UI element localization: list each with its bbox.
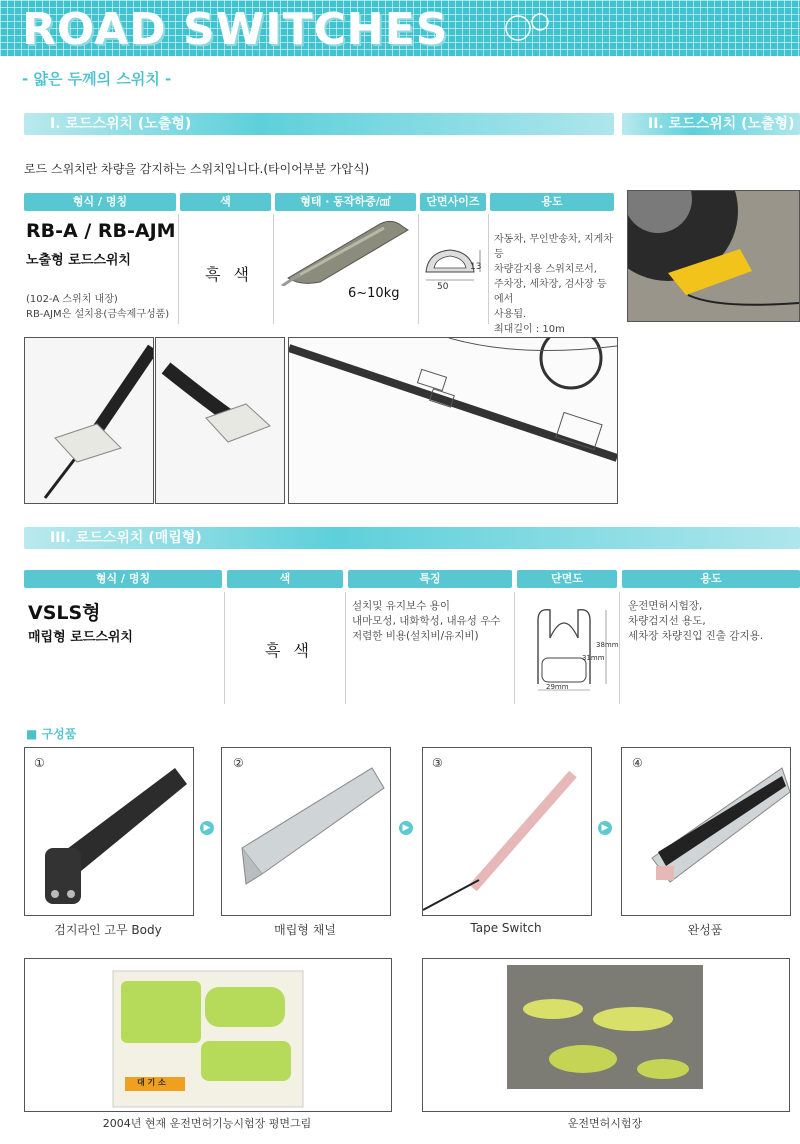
t2-usage xyxy=(628,599,763,644)
component-number-2: ② xyxy=(233,756,244,770)
installation-diagram xyxy=(288,337,618,504)
t2-dim-h2: 31mm xyxy=(582,654,605,662)
t1-note-2: RB-AJM은 설치용(금속제구성품) xyxy=(26,309,170,320)
t2-usage-line: 세차장 차량진입 진출 감지용. xyxy=(628,630,764,642)
component-number-3: ③ xyxy=(432,756,443,770)
test-site-map xyxy=(24,958,392,1112)
component-number-1: ① xyxy=(34,756,45,770)
t2-color: 흑 색 xyxy=(265,641,313,660)
t2-usage-line: 운전면허시험장, xyxy=(628,600,703,612)
page-title: ROAD SWITCHES xyxy=(22,4,449,55)
map-caption: 2004년 현재 운전면허기능시험장 평면그림 xyxy=(102,1117,312,1130)
t1-header-usage: 용도 xyxy=(490,193,614,211)
section-bar-2 xyxy=(622,113,800,135)
section-title-2: II. 로드스위치 (노출형) xyxy=(648,116,795,132)
section-bar-1 xyxy=(24,113,614,135)
section-bar-3 xyxy=(24,527,800,549)
component-photo-3 xyxy=(422,747,592,916)
component-photo-1 xyxy=(24,747,194,916)
section-title-1: I. 로드스위치 (노출형) xyxy=(50,116,192,132)
t2-dim-h1: 38mm xyxy=(596,641,619,649)
t2-model-name: VSLS형 xyxy=(28,602,101,624)
photo-caption: 운전면허시험장 xyxy=(567,1117,643,1130)
section-title-3: III. 로드스위치 (매립형) xyxy=(50,530,202,546)
circle-decoration-icon xyxy=(500,6,560,46)
t2-feature-line: 설치및 유지보수 용이 xyxy=(352,600,450,612)
t1-note-1: (102-A 스위치 내장) xyxy=(26,294,118,305)
t2-header-feature: 특징 xyxy=(348,570,512,588)
t1-load: 6~10kg xyxy=(348,286,400,301)
t2-features xyxy=(352,599,501,644)
t2-header-section: 단면도 xyxy=(517,570,617,588)
component-caption-3: Tape Switch xyxy=(470,921,542,935)
arrow-right-icon: ▶ xyxy=(598,821,612,835)
t1-header-model: 형식 / 명칭 xyxy=(24,193,176,211)
t1-usage-line: 자동차, 무인반송차, 지게차 등 xyxy=(494,234,613,260)
t1-dim-w: 50 xyxy=(437,282,449,292)
subtitle: - 얇은 두께의 스위치 - xyxy=(22,70,172,88)
component-caption-4: 완성품 xyxy=(687,923,723,937)
component-number-4: ④ xyxy=(632,756,643,770)
t1-header-form: 형태 · 동작하중/㎠ xyxy=(275,193,416,211)
t1-model-name: RB-A / RB-AJM xyxy=(26,220,176,242)
t1-usage-line: 최대길이 : 10m xyxy=(494,324,565,335)
component-caption-1: 검지라인 고무 Body xyxy=(54,923,162,937)
road-switch-shape-icon xyxy=(280,216,412,286)
component-photo-4 xyxy=(621,747,791,916)
t1-header-color: 색 xyxy=(180,193,271,211)
waiting-room-label: 대 기 소 xyxy=(137,1078,166,1087)
component-caption-2: 매립형 채널 xyxy=(274,923,336,937)
t2-model-sub: 매립형 로드스위치 xyxy=(28,630,133,645)
t2-dim-w: 29mm xyxy=(546,683,569,691)
t1-usage xyxy=(494,232,616,337)
t2-feature-line: 저렴한 비용(설치비/유지비) xyxy=(352,630,479,642)
test-site-photo xyxy=(422,958,790,1112)
t1-usage-line: 차량감지용 스위치로서, xyxy=(494,264,597,275)
component-photo-2 xyxy=(221,747,391,916)
t1-dim-h: 13 xyxy=(470,262,482,272)
t1-usage-line: 사용됨. xyxy=(494,309,527,320)
tire-photo xyxy=(627,190,800,322)
t1-model-sub: 노출형 로드스위치 xyxy=(26,253,131,268)
t2-usage-line: 차량검지선 용도, xyxy=(628,615,706,627)
switch-photo-2 xyxy=(155,337,285,504)
arrow-right-icon: ▶ xyxy=(399,821,413,835)
t1-usage-line: 주차장, 세차장, 검사장 등에서 xyxy=(494,279,607,305)
t2-header-color: 색 xyxy=(227,570,343,588)
t1-color: 흑 색 xyxy=(205,265,253,284)
t2-feature-line: 내마모성, 내화학성, 내유성 우수 xyxy=(352,615,501,627)
components-title: ■ 구성품 xyxy=(26,727,77,741)
intro-text: 로드 스위치란 차량을 감지하는 스위치입니다.(타이어부분 가압식) xyxy=(24,162,370,176)
switch-photo-1 xyxy=(24,337,154,504)
t2-header-usage: 용도 xyxy=(622,570,800,588)
t2-header-model: 형식 / 명칭 xyxy=(24,570,222,588)
t1-header-section: 단면사이즈 xyxy=(420,193,486,211)
arrow-right-icon: ▶ xyxy=(200,821,214,835)
